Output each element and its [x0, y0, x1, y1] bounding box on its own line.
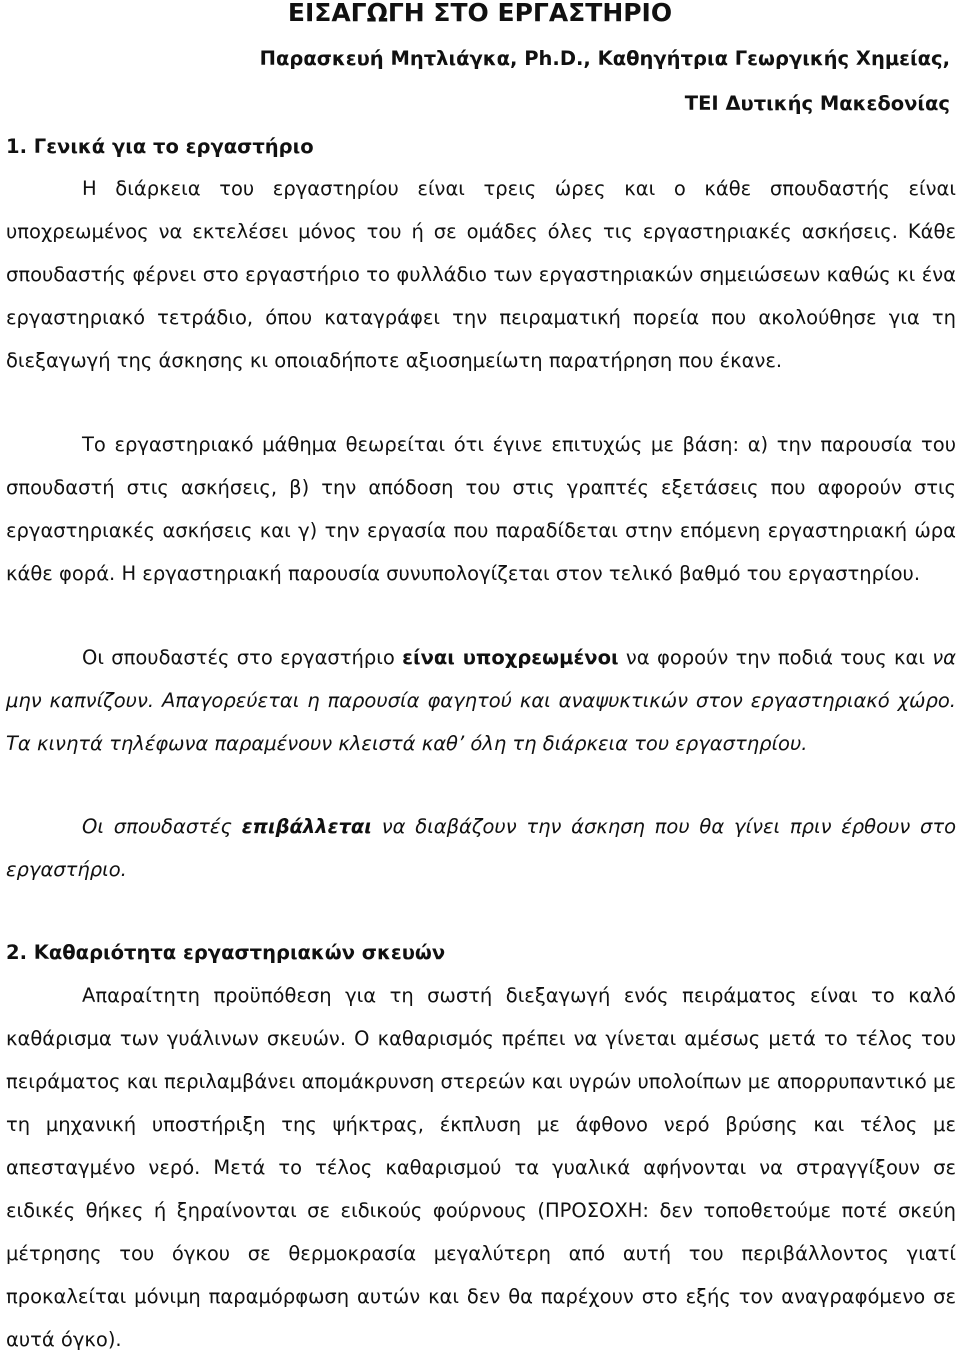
preparation-text: Οι σπουδαστές [82, 815, 232, 838]
preparation-text-continued: να διαβάζουν την άσκηση που θα γίνει πριν έρθουν στο εργαστήριο. [6, 815, 957, 881]
section2-heading: 2. Καθαριότητα εργαστηριακών σκευών [6, 941, 446, 964]
document-title: ΕΙΣΑΓΩΓΗ ΣΤΟ ΕΡΓΑΣΤΗΡΙΟ [287, 0, 673, 27]
section1-paragraph1: Η διάρκεια του εργαστηρίου είναι τρεις ώρες και ο κάθε σπουδαστής είναι υποχρεωμένος να εκτελέσει μόνος του ή σε ομάδες όλες τις εργαστηριακές ασκήσεις. Κάθε σπουδαστής φέρνει στο εργαστήριο το φυλλάδιο των εργαστηριακών σημειώσεων καθώς κι ένα εργαστηριακό τετράδιο, όπου καταγράφει την πειραματική πορεία που ακολούθησε για τη διεξαγωγή της άσκησης κι οποιαδήποτε αξιοσημείωτη παρατήρηση που έκανε. [6, 177, 956, 372]
section1-heading: 1. Γενικά για το εργαστήριο [6, 135, 314, 158]
preparation-bold-text: επιβάλλεται [241, 815, 372, 838]
section1-paragraph2: Το εργαστηριακό μάθημα θεωρείται ότι έγινε επιτυχώς με βάση: α) την παρουσία του σπουδαστή στις ασκήσεις, β) την απόδοση του στις γραπτές εξετάσεις που αφορούν στις εργαστηριακές ασκήσεις και γ) την εργασία που παραδίδεται στην επόμενη εργαστηριακή ώρα κάθε φορά. Η εργαστηριακή παρουσία συνυπολογίζεται στον τελικό βαθμό του εργαστηρίου. [6, 433, 956, 585]
author-line: Παρασκευή Μητλιάγκα, Ph.D., Καθηγήτρια Γεωργικής Χημείας, [259, 47, 950, 70]
rules-text: Οι σπουδαστές στο εργαστήριο [82, 646, 395, 669]
section1-paragraph3 [6, 636, 956, 765]
rules-italic-text: να μην καπνίζουν. Απαγορεύεται η παρουσία φαγητού και αναψυκτικών στον εργαστηριακό χώρο. Τα κινητά τηλέφωνα παραμένουν κλειστά καθ’ όλη τη διάρκεια του εργαστηρίου. [6, 646, 956, 755]
rules-text-continued: να φορούν την ποδιά τους και [625, 646, 925, 669]
section1-paragraph4 [6, 805, 956, 891]
institution-line: ΤΕΙ Δυτικής Μακεδονίας [684, 92, 950, 115]
section2-paragraph1: Απαραίτητη προϋπόθεση για τη σωστή διεξαγωγή ενός πειράματος είναι το καλό καθάρισμα των γυάλινων σκευών. Ο καθαρισμός πρέπει να γίνεται αμέσως μετά το τέλος του πειράματος και περιλαμβάνει απομάκρυνση στερεών και υγρών υπολοίπων με απορρυπαντικό με τη μηχανική υποστήριξη της ψήκτρας, έκπλυση με άφθονο νερό βρύσης και τέλος με απεσταγμένο νερό. Μετά το τέλος καθαρισμού τα γυαλικά αφήνονται να στραγγίξουν σε ειδικές θήκες ή ξηραίνονται σε ειδικούς φούρνους (ΠΡΟΣΟΧΗ: δεν τοποθετούμε ποτέ σκεύη μέτρησης του όγκου σε θερμοκρασία μεγαλύτερη από αυτή του περιβάλλοντος γιατί προκαλείται μόνιμη παραμόρφωση αυτών και δεν θα παρέχουν στο εξής τον αναγραφόμενο σε αυτά όγκο). [6, 984, 956, 1351]
rules-bold-text: είναι υποχρεωμένοι [402, 646, 619, 669]
